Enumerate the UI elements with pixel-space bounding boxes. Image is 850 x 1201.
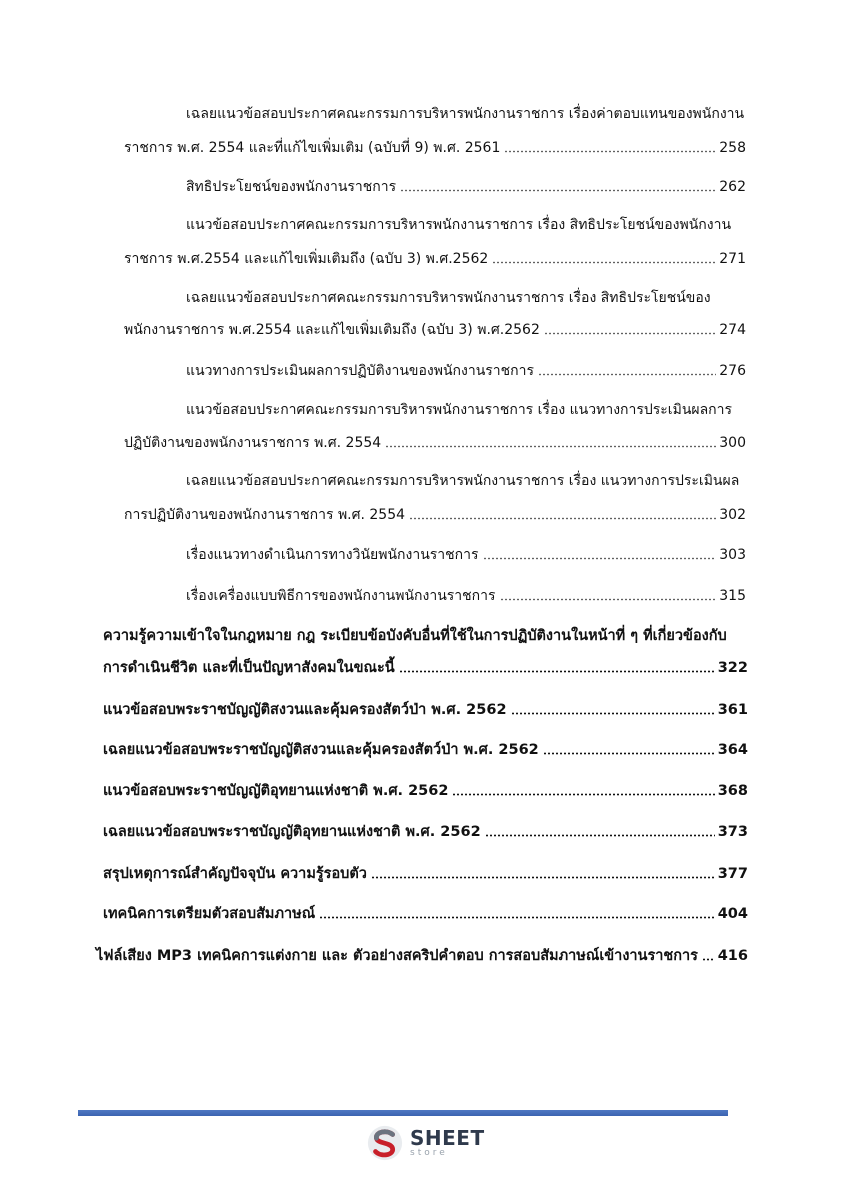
dot-leader	[452, 793, 714, 796]
dot-leader	[511, 712, 715, 715]
toc-entry-title-line1: สิทธิประโยชน์ของพนักงานราชการ	[186, 179, 397, 195]
footer-divider	[78, 1110, 728, 1116]
dot-leader	[409, 517, 716, 520]
toc-entry-title-line1: แนวข้อสอบพระราชบัญญัติสงวนและคุ้มครองสัตว์ป่า พ.ศ. 2562	[103, 702, 507, 718]
toc-page-number: 361	[717, 702, 748, 718]
toc-entry-title-line1: เรื่องเครื่องแบบพิธีการของพนักงานพนักงานราชการ	[186, 588, 496, 604]
dot-leader	[483, 557, 717, 560]
dot-leader	[702, 958, 715, 961]
sheet-store-logo	[366, 1124, 485, 1162]
dot-leader	[544, 332, 716, 335]
toc-page-number: 377	[717, 866, 748, 882]
toc-page-number: 271	[719, 251, 746, 267]
toc-entry-title-line1: ไฟล์เสียง MP3 เทคนิคการแต่งกาย และ ตัวอย่างสคริปคำตอบ การสอบสัมภาษณ์เข้างานราชการ	[96, 948, 698, 964]
toc-entry-title-line1: เฉลยแนวข้อสอบพระราชบัญญัติอุทยานแห่งชาติ พ.ศ. 2562	[103, 824, 481, 840]
dot-leader	[500, 598, 717, 601]
toc-entry-title-line2: ปฏิบัติงานของพนักงานราชการ พ.ศ. 2554	[124, 435, 382, 451]
toc-page-number: 276	[719, 363, 746, 379]
toc-entry-title-line1: แนวข้อสอบพระราชบัญญัติอุทยานแห่งชาติ พ.ศ. 2562	[103, 783, 449, 799]
toc-page-number: 368	[717, 783, 748, 799]
toc-entry-title-line1: แนวข้อสอบประกาศคณะกรรมการบริหารพนักงานราชการ เรื่อง แนวทางการประเมินผลการ	[186, 402, 733, 418]
dot-leader	[492, 261, 716, 264]
toc-page-number: 302	[719, 507, 746, 523]
dot-leader	[504, 150, 716, 153]
toc-page-number: 322	[717, 660, 748, 676]
sheet-store-s-logo-icon	[366, 1124, 404, 1162]
toc-entry-title-line2: การดำเนินชีวิต และที่เป็นปัญหาสังคมในขณะนี้	[103, 660, 395, 676]
toc-page-number: 274	[719, 322, 746, 338]
dot-leader	[543, 752, 715, 755]
toc-entry-title-line1: เฉลยแนวข้อสอบประกาศคณะกรรมการบริหารพนักงานราชการ เรื่อง สิทธิประโยชน์ของ	[186, 290, 711, 306]
toc-entry-title-line2: การปฏิบัติงานของพนักงานราชการ พ.ศ. 2554	[124, 507, 406, 523]
toc-entry-title-line1: ความรู้ความเข้าใจในกฎหมาย กฎ ระเบียบข้อบังคับอื่นที่ใช้ในการปฏิบัติงานในหน้าที่ ๆ ที่เกี่ยวข้องกับ	[103, 628, 727, 644]
toc-entry-title-line1: สรุปเหตุการณ์สำคัญปัจจุบัน ความรู้รอบตัว	[103, 866, 367, 882]
toc-entry-title-line1: เทคนิคการเตรียมตัวสอบสัมภาษณ์	[103, 906, 316, 922]
dot-leader	[385, 445, 716, 448]
toc-entry-title-line2: ราชการ พ.ศ. 2554 และที่แก้ไขเพิ่มเติม (ฉบับที่ 9) พ.ศ. 2561	[124, 140, 501, 156]
toc-page-number: 303	[719, 547, 746, 563]
toc-page-number: 315	[719, 588, 746, 604]
toc-page-number: 262	[719, 179, 746, 195]
toc-page-number: 258	[719, 140, 746, 156]
toc-page-number: 373	[717, 824, 748, 840]
logo-subtitle: store	[410, 1148, 448, 1158]
dot-leader	[485, 834, 715, 837]
toc-entry-title-line1: เฉลยแนวข้อสอบประกาศคณะกรรมการบริหารพนักงานราชการ เรื่องค่าตอบแทนของพนักงาน	[186, 106, 745, 122]
toc-entry-title-line1: เฉลยแนวข้อสอบพระราชบัญญัติสงวนและคุ้มครองสัตว์ป่า พ.ศ. 2562	[103, 742, 539, 758]
logo-name: SHEET	[410, 1126, 485, 1150]
dot-leader	[400, 189, 716, 192]
dot-leader	[538, 373, 716, 376]
toc-page-number: 404	[717, 906, 748, 922]
toc-page-number: 300	[719, 435, 746, 451]
dot-leader	[319, 916, 715, 919]
toc-entry-title-line1: แนวข้อสอบประกาศคณะกรรมการบริหารพนักงานราชการ เรื่อง สิทธิประโยชน์ของพนักงาน	[186, 217, 732, 233]
toc-entry-title-line2: พนักงานราชการ พ.ศ.2554 และแก้ไขเพิ่มเติมถึง (ฉบับ 3) พ.ศ.2562	[124, 322, 540, 338]
dot-leader	[371, 876, 715, 879]
toc-entry-title-line1: เฉลยแนวข้อสอบประกาศคณะกรรมการบริหารพนักงานราชการ เรื่อง แนวทางการประเมินผล	[186, 473, 740, 489]
toc-entry-title-line2: ราชการ พ.ศ.2554 และแก้ไขเพิ่มเติมถึง (ฉบับ 3) พ.ศ.2562	[124, 251, 489, 267]
toc-entry-title-line1: แนวทางการประเมินผลการปฏิบัติงานของพนักงานราชการ	[186, 363, 535, 379]
toc-entry-title-line1: เรื่องแนวทางดำเนินการทางวินัยพนักงานราชการ	[186, 547, 479, 563]
toc-page-number: 416	[717, 948, 748, 964]
logo-text	[410, 1128, 485, 1158]
dot-leader	[399, 670, 715, 673]
toc-page-number: 364	[717, 742, 748, 758]
